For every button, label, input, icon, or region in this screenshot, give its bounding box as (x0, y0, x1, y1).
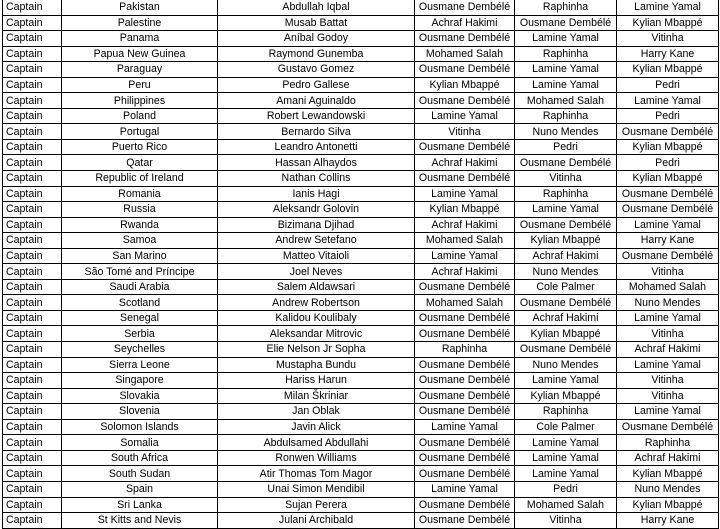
first-choice-cell[interactable]: Ousmane Dembélé (415, 373, 515, 389)
first-choice-cell[interactable]: Mohamed Salah (415, 233, 515, 249)
voter-role-cell[interactable]: Captain (3, 155, 62, 171)
country-cell[interactable]: Senegal (62, 310, 218, 326)
second-choice-cell[interactable]: Achraf Hakimi (515, 248, 617, 264)
table-row (3, 326, 719, 342)
first-choice-cell[interactable]: Ousmane Dembélé (415, 513, 515, 529)
voter-role-cell[interactable]: Captain (3, 342, 62, 358)
country-cell[interactable]: Romania (62, 186, 218, 202)
voter-role-cell[interactable]: Captain (3, 310, 62, 326)
country-cell[interactable]: Serbia (62, 326, 218, 342)
first-choice-cell[interactable]: Ousmane Dembélé (415, 404, 515, 420)
table-row (3, 77, 719, 93)
third-choice-cell[interactable]: Lamine Yamal (617, 217, 719, 233)
second-choice-cell[interactable]: Lamine Yamal (515, 77, 617, 93)
country-cell[interactable]: Somalia (62, 435, 218, 451)
first-choice-cell[interactable]: Ousmane Dembélé (415, 435, 515, 451)
third-choice-cell[interactable]: Harry Kane (617, 513, 719, 529)
second-choice-cell[interactable]: Ousmane Dembélé (515, 15, 617, 31)
captain-name-cell[interactable]: Hariss Harun (218, 373, 415, 389)
table-row (3, 108, 719, 124)
country-cell[interactable]: Scotland (62, 295, 218, 311)
captain-name-cell[interactable]: Kalidou Koulibaly (218, 310, 415, 326)
table-row (3, 15, 719, 31)
second-choice-cell[interactable]: Mohamed Salah (515, 497, 617, 513)
second-choice-cell[interactable]: Ousmane Dembélé (515, 295, 617, 311)
captain-name-cell[interactable]: Bernardo Silva (218, 124, 415, 140)
voter-role-cell[interactable]: Captain (3, 108, 62, 124)
second-choice-cell[interactable]: Ousmane Dembélé (515, 342, 617, 358)
third-choice-cell[interactable]: Lamine Yamal (617, 93, 719, 109)
first-choice-cell[interactable]: Ousmane Dembélé (415, 93, 515, 109)
voter-role-cell[interactable]: Captain (3, 404, 62, 420)
voter-role-cell[interactable]: Captain (3, 388, 62, 404)
voter-role-cell[interactable]: Captain (3, 171, 62, 187)
third-choice-cell[interactable]: Lamine Yamal (617, 357, 719, 373)
country-cell[interactable]: Pakistan (62, 0, 218, 15)
table-row (3, 466, 719, 482)
captain-name-cell[interactable]: Ronwen Williams (218, 450, 415, 466)
third-choice-cell[interactable]: Vitinha (617, 326, 719, 342)
voter-role-cell[interactable]: Captain (3, 513, 62, 529)
voter-role-cell[interactable]: Captain (3, 419, 62, 435)
first-choice-cell[interactable]: Ousmane Dembélé (415, 466, 515, 482)
voter-role-cell[interactable]: Captain (3, 93, 62, 109)
first-choice-cell[interactable]: Ousmane Dembélé (415, 388, 515, 404)
country-cell[interactable]: Spain (62, 481, 218, 497)
first-choice-cell[interactable]: Achraf Hakimi (415, 15, 515, 31)
country-cell[interactable]: Samoa (62, 233, 218, 249)
third-choice-cell[interactable]: Kylian Mbappé (617, 466, 719, 482)
table-row (3, 62, 719, 78)
captain-name-cell[interactable]: Amani Aguinaldo (218, 93, 415, 109)
third-choice-cell[interactable]: Ousmane Dembélé (617, 248, 719, 264)
third-choice-cell[interactable]: Vitinha (617, 31, 719, 47)
table-row (3, 31, 719, 47)
first-choice-cell[interactable]: Lamine Yamal (415, 248, 515, 264)
first-choice-cell[interactable]: Ousmane Dembélé (415, 326, 515, 342)
second-choice-cell[interactable]: Cole Palmer (515, 279, 617, 295)
voter-role-cell[interactable]: Captain (3, 62, 62, 78)
voter-role-cell[interactable]: Captain (3, 0, 62, 15)
country-cell[interactable]: Seychelles (62, 342, 218, 358)
captain-name-cell[interactable]: Matteo Vitaioli (218, 248, 415, 264)
second-choice-cell[interactable]: Ousmane Dembélé (515, 217, 617, 233)
country-cell[interactable]: Peru (62, 77, 218, 93)
third-choice-cell[interactable]: Lamine Yamal (617, 310, 719, 326)
first-choice-cell[interactable]: Ousmane Dembélé (415, 62, 515, 78)
voter-role-cell[interactable]: Captain (3, 279, 62, 295)
third-choice-cell[interactable]: Harry Kane (617, 233, 719, 249)
captain-name-cell[interactable]: Abdullah Iqbal (218, 0, 415, 15)
third-choice-cell[interactable]: Vitinha (617, 373, 719, 389)
second-choice-cell[interactable]: Ousmane Dembélé (515, 155, 617, 171)
voter-role-cell[interactable]: Captain (3, 248, 62, 264)
captain-name-cell[interactable]: Raymond Gunemba (218, 46, 415, 62)
second-choice-cell[interactable]: Raphinha (515, 186, 617, 202)
first-choice-cell[interactable]: Achraf Hakimi (415, 217, 515, 233)
country-cell[interactable]: Saudi Arabia (62, 279, 218, 295)
first-choice-cell[interactable]: Ousmane Dembélé (415, 310, 515, 326)
voter-role-cell[interactable]: Captain (3, 77, 62, 93)
table-row (3, 264, 719, 280)
captain-name-cell[interactable]: Andrew Setefano (218, 233, 415, 249)
country-cell[interactable]: South Sudan (62, 466, 218, 482)
third-choice-cell[interactable]: Kylian Mbappé (617, 497, 719, 513)
second-choice-cell[interactable]: Nuno Mendes (515, 124, 617, 140)
country-cell[interactable]: Puerto Rico (62, 139, 218, 155)
table-row (3, 373, 719, 389)
second-choice-cell[interactable]: Kylian Mbappé (515, 326, 617, 342)
captain-name-cell[interactable]: Jan Oblak (218, 404, 415, 420)
country-cell[interactable]: Russia (62, 202, 218, 218)
third-choice-cell[interactable]: Achraf Hakimi (617, 342, 719, 358)
third-choice-cell[interactable]: Pedri (617, 77, 719, 93)
captain-name-cell[interactable]: Andrew Robertson (218, 295, 415, 311)
country-cell[interactable]: Paraguay (62, 62, 218, 78)
voter-role-cell[interactable]: Captain (3, 202, 62, 218)
second-choice-cell[interactable]: Raphinha (515, 108, 617, 124)
country-cell[interactable]: Slovakia (62, 388, 218, 404)
third-choice-cell[interactable]: Ousmane Dembélé (617, 202, 719, 218)
table-row (3, 46, 719, 62)
voter-role-cell[interactable]: Captain (3, 264, 62, 280)
voter-role-cell[interactable]: Captain (3, 373, 62, 389)
voter-role-cell[interactable]: Captain (3, 15, 62, 31)
table-row (3, 217, 719, 233)
country-cell[interactable]: Rwanda (62, 217, 218, 233)
table-row (3, 481, 719, 497)
captain-name-cell[interactable]: Salem Aldawsari (218, 279, 415, 295)
voter-role-cell[interactable]: Captain (3, 295, 62, 311)
third-choice-cell[interactable]: Mohamed Salah (617, 279, 719, 295)
second-choice-cell[interactable]: Pedri (515, 481, 617, 497)
table-row (3, 419, 719, 435)
second-choice-cell[interactable]: Kylian Mbappé (515, 233, 617, 249)
second-choice-cell[interactable]: Vitinha (515, 171, 617, 187)
first-choice-cell[interactable]: Achraf Hakimi (415, 264, 515, 280)
first-choice-cell[interactable]: Ousmane Dembélé (415, 139, 515, 155)
country-cell[interactable]: Philippines (62, 93, 218, 109)
country-cell[interactable]: Slovenia (62, 404, 218, 420)
second-choice-cell[interactable]: Lamine Yamal (515, 31, 617, 47)
captain-name-cell[interactable]: Gustavo Gomez (218, 62, 415, 78)
second-choice-cell[interactable]: Mohamed Salah (515, 93, 617, 109)
table-row (3, 0, 719, 15)
third-choice-cell[interactable]: Nuno Mendes (617, 295, 719, 311)
second-choice-cell[interactable]: Raphinha (515, 0, 617, 15)
third-choice-cell[interactable]: Pedri (617, 108, 719, 124)
country-cell[interactable]: Sri Lanka (62, 497, 218, 513)
first-choice-cell[interactable]: Ousmane Dembélé (415, 497, 515, 513)
table-row (3, 435, 719, 451)
captain-name-cell[interactable]: Nathan Collins (218, 171, 415, 187)
first-choice-cell[interactable]: Lamine Yamal (415, 419, 515, 435)
table-row (3, 139, 719, 155)
first-choice-cell[interactable]: Ousmane Dembélé (415, 0, 515, 15)
voter-role-cell[interactable]: Captain (3, 186, 62, 202)
country-cell[interactable]: Qatar (62, 155, 218, 171)
second-choice-cell[interactable]: Raphinha (515, 46, 617, 62)
captain-name-cell[interactable]: Javin Alick (218, 419, 415, 435)
votes-table (2, 0, 719, 529)
table-row (3, 295, 719, 311)
voter-role-cell[interactable]: Captain (3, 357, 62, 373)
captain-name-cell[interactable]: Elie Nelson Jr Sopha (218, 342, 415, 358)
table-row (3, 404, 719, 420)
third-choice-cell[interactable]: Vitinha (617, 264, 719, 280)
third-choice-cell[interactable]: Kylian Mbappé (617, 62, 719, 78)
second-choice-cell[interactable]: Kylian Mbappé (515, 388, 617, 404)
captain-name-cell[interactable]: Hassan Alhaydos (218, 155, 415, 171)
first-choice-cell[interactable]: Ousmane Dembélé (415, 357, 515, 373)
first-choice-cell[interactable]: Lamine Yamal (415, 186, 515, 202)
table-row (3, 310, 719, 326)
first-choice-cell[interactable]: Raphinha (415, 342, 515, 358)
captain-name-cell[interactable]: Ianis Hagi (218, 186, 415, 202)
country-cell[interactable]: South Africa (62, 450, 218, 466)
captain-name-cell[interactable]: Mustapha Bundu (218, 357, 415, 373)
third-choice-cell[interactable]: Ousmane Dembélé (617, 186, 719, 202)
table-row (3, 450, 719, 466)
first-choice-cell[interactable]: Mohamed Salah (415, 295, 515, 311)
second-choice-cell[interactable]: Vitinha (515, 513, 617, 529)
third-choice-cell[interactable]: Kylian Mbappé (617, 171, 719, 187)
table-row (3, 186, 719, 202)
country-cell[interactable]: Panama (62, 31, 218, 47)
first-choice-cell[interactable]: Achraf Hakimi (415, 155, 515, 171)
second-choice-cell[interactable]: Nuno Mendes (515, 357, 617, 373)
table-row (3, 357, 719, 373)
third-choice-cell[interactable]: Vitinha (617, 388, 719, 404)
captain-name-cell[interactable]: Musab Battat (218, 15, 415, 31)
table-row (3, 124, 719, 140)
table-row (3, 342, 719, 358)
first-choice-cell[interactable]: Vitinha (415, 124, 515, 140)
captain-name-cell[interactable]: Sujan Perera (218, 497, 415, 513)
first-choice-cell[interactable]: Ousmane Dembélé (415, 31, 515, 47)
first-choice-cell[interactable]: Ousmane Dembélé (415, 279, 515, 295)
third-choice-cell[interactable]: Ousmane Dembélé (617, 124, 719, 140)
captain-name-cell[interactable]: Aleksandar Mitrovic (218, 326, 415, 342)
table-row (3, 233, 719, 249)
voter-role-cell[interactable]: Captain (3, 233, 62, 249)
third-choice-cell[interactable]: Lamine Yamal (617, 0, 719, 15)
voter-role-cell[interactable]: Captain (3, 31, 62, 47)
first-choice-cell[interactable]: Kylian Mbappé (415, 77, 515, 93)
second-choice-cell[interactable]: Lamine Yamal (515, 373, 617, 389)
captain-name-cell[interactable]: Bizimana Djihad (218, 217, 415, 233)
voter-role-cell[interactable]: Captain (3, 497, 62, 513)
second-choice-cell[interactable]: Pedri (515, 139, 617, 155)
third-choice-cell[interactable]: Harry Kane (617, 46, 719, 62)
table-row (3, 388, 719, 404)
third-choice-cell[interactable]: Lamine Yamal (617, 404, 719, 420)
captain-name-cell[interactable]: Joel Neves (218, 264, 415, 280)
table-row (3, 248, 719, 264)
second-choice-cell[interactable]: Lamine Yamal (515, 435, 617, 451)
first-choice-cell[interactable]: Ousmane Dembélé (415, 450, 515, 466)
voter-role-cell[interactable]: Captain (3, 435, 62, 451)
table-row (3, 497, 719, 513)
second-choice-cell[interactable]: Lamine Yamal (515, 62, 617, 78)
country-cell[interactable]: St Kitts and Nevis (62, 513, 218, 529)
captain-name-cell[interactable]: Milan Škriniar (218, 388, 415, 404)
country-cell[interactable]: Papua New Guinea (62, 46, 218, 62)
third-choice-cell[interactable]: Pedri (617, 155, 719, 171)
second-choice-cell[interactable]: Cole Palmer (515, 419, 617, 435)
voter-role-cell[interactable]: Captain (3, 481, 62, 497)
captain-name-cell[interactable]: Pedro Gallese (218, 77, 415, 93)
country-cell[interactable]: Palestine (62, 15, 218, 31)
captain-name-cell[interactable]: Aníbal Godoy (218, 31, 415, 47)
first-choice-cell[interactable]: Mohamed Salah (415, 46, 515, 62)
first-choice-cell[interactable]: Lamine Yamal (415, 108, 515, 124)
votes-table-body (3, 0, 719, 528)
country-cell[interactable]: Sierra Leone (62, 357, 218, 373)
second-choice-cell[interactable]: Lamine Yamal (515, 202, 617, 218)
voter-role-cell[interactable]: Captain (3, 124, 62, 140)
table-row (3, 279, 719, 295)
second-choice-cell[interactable]: Lamine Yamal (515, 466, 617, 482)
table-row (3, 93, 719, 109)
country-cell[interactable]: San Marino (62, 248, 218, 264)
second-choice-cell[interactable]: Raphinha (515, 404, 617, 420)
third-choice-cell[interactable]: Achraf Hakimi (617, 450, 719, 466)
country-cell[interactable]: São Tomé and Príncipe (62, 264, 218, 280)
captain-name-cell[interactable]: Leandro Antonetti (218, 139, 415, 155)
country-cell[interactable]: Portugal (62, 124, 218, 140)
table-row (3, 171, 719, 187)
first-choice-cell[interactable]: Kylian Mbappé (415, 202, 515, 218)
third-choice-cell[interactable]: Raphinha (617, 435, 719, 451)
second-choice-cell[interactable]: Nuno Mendes (515, 264, 617, 280)
captain-name-cell[interactable]: Atir Thomas Tom Magor (218, 466, 415, 482)
voter-role-cell[interactable]: Captain (3, 450, 62, 466)
captain-name-cell[interactable]: Robert Lewandowski (218, 108, 415, 124)
second-choice-cell[interactable]: Lamine Yamal (515, 450, 617, 466)
voter-role-cell[interactable]: Captain (3, 217, 62, 233)
third-choice-cell[interactable]: Ousmane Dembélé (617, 419, 719, 435)
third-choice-cell[interactable]: Kylian Mbappé (617, 15, 719, 31)
third-choice-cell[interactable]: Kylian Mbappé (617, 139, 719, 155)
voter-role-cell[interactable]: Captain (3, 466, 62, 482)
captain-name-cell[interactable]: Abdulsamed Abdullahi (218, 435, 415, 451)
country-cell[interactable]: Singapore (62, 373, 218, 389)
table-row (3, 202, 719, 218)
third-choice-cell[interactable]: Nuno Mendes (617, 481, 719, 497)
second-choice-cell[interactable]: Achraf Hakimi (515, 310, 617, 326)
table-row (3, 155, 719, 171)
captain-name-cell[interactable]: Aleksandr Golovin (218, 202, 415, 218)
country-cell[interactable]: Republic of Ireland (62, 171, 218, 187)
first-choice-cell[interactable]: Lamine Yamal (415, 481, 515, 497)
captain-name-cell[interactable]: Unai Simon Mendibil (218, 481, 415, 497)
voter-role-cell[interactable]: Captain (3, 46, 62, 62)
country-cell[interactable]: Solomon Islands (62, 419, 218, 435)
first-choice-cell[interactable]: Ousmane Dembélé (415, 171, 515, 187)
table-row (3, 513, 719, 529)
voter-role-cell[interactable]: Captain (3, 139, 62, 155)
voter-role-cell[interactable]: Captain (3, 326, 62, 342)
captain-name-cell[interactable]: Julani Archibald (218, 513, 415, 529)
country-cell[interactable]: Poland (62, 108, 218, 124)
